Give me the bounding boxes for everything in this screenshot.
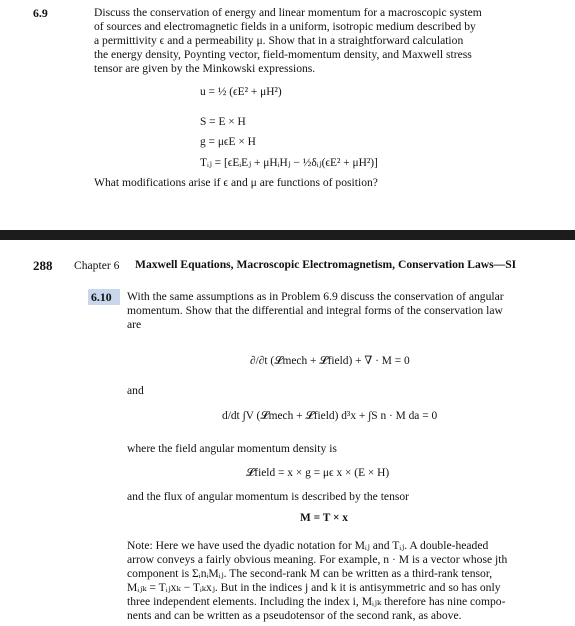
note-line: component is ΣᵢnᵢMᵢⱼ. The second-rank M can be written as a third-rank tensor, — [127, 567, 493, 580]
question-line: What modifications arise if ϵ and μ are functions of position? — [94, 176, 378, 189]
text-line: of sources and electromagnetic fields in a uniform, isotropic medium described by — [94, 20, 476, 33]
equation-angular-momentum-density: 𝓛field = x × g = μϵ x × (E × H) — [246, 467, 390, 479]
text-line: tensor are given by the Minkowski expressions. — [94, 62, 316, 75]
equation-differential-form: ∂/∂t (𝓛mech + 𝓛field) + ∇ · M = 0 — [250, 355, 410, 367]
equation-stress-tensor: Tᵢⱼ = [ϵEᵢEⱼ + μHᵢHⱼ − ½δᵢⱼ(ϵE² + μH²)] — [200, 157, 378, 169]
text-line: the energy density, Poynting vector, field-momentum density, and Maxwell stress — [94, 48, 472, 61]
equation-flux-tensor: M = T × x — [300, 512, 349, 524]
problem-number: 6.10 — [91, 290, 112, 304]
equation-momentum-density: g = μϵE × H — [200, 136, 256, 148]
text-line: and the flux of angular momentum is described by the tensor — [127, 490, 410, 503]
text-line: With the same assumptions as in Problem 6.9 discuss the conservation of angular — [127, 290, 504, 303]
chapter-label: Chapter 6 — [74, 259, 120, 272]
text-line: where the field angular momentum density is — [127, 442, 337, 455]
text-line: a permittivity ϵ and a permeability μ. Show that in a straightforward calculation — [94, 34, 464, 47]
note-line: Note: Here we have used the dyadic notation for Mᵢⱼ and Tᵢⱼ. A double-headed — [127, 539, 489, 552]
equation-poynting: S = E × H — [200, 116, 246, 128]
equation-energy-density: u = ½ (ϵE² + μH²) — [200, 86, 282, 98]
chapter-title: Maxwell Equations, Macroscopic Electromagnetism, Conservation Laws—SI — [135, 258, 517, 271]
note-line: three independent elements. Including the index i, Mᵢⱼₖ therefore has nine compo- — [127, 595, 506, 608]
equation-integral-form: d/dt ∫V (𝓛mech + 𝓛field) d³x + ∫S n · M da = 0 — [222, 410, 438, 422]
text-line: momentum. Show that the differential and integral forms of the conservation law — [127, 304, 503, 317]
problem-number: 6.9 — [33, 6, 48, 20]
note-line: arrow conveys a fairly obvious meaning. For example, n · M is a vector whose jth — [127, 553, 508, 566]
note-line: nents and can be written as a pseudotensor of the second rank, as above. — [127, 609, 462, 622]
page-separator — [0, 230, 575, 240]
text-line: are — [127, 318, 142, 331]
text-line: Discuss the conservation of energy and linear momentum for a macroscopic system — [94, 6, 482, 19]
note-line: Mᵢⱼₖ = Tᵢⱼxₖ − Tᵢₖxⱼ. But in the indices j and k it is antisymmetric and so has only — [127, 581, 501, 594]
page-number: 288 — [33, 258, 53, 273]
connector-word: and — [127, 384, 144, 397]
